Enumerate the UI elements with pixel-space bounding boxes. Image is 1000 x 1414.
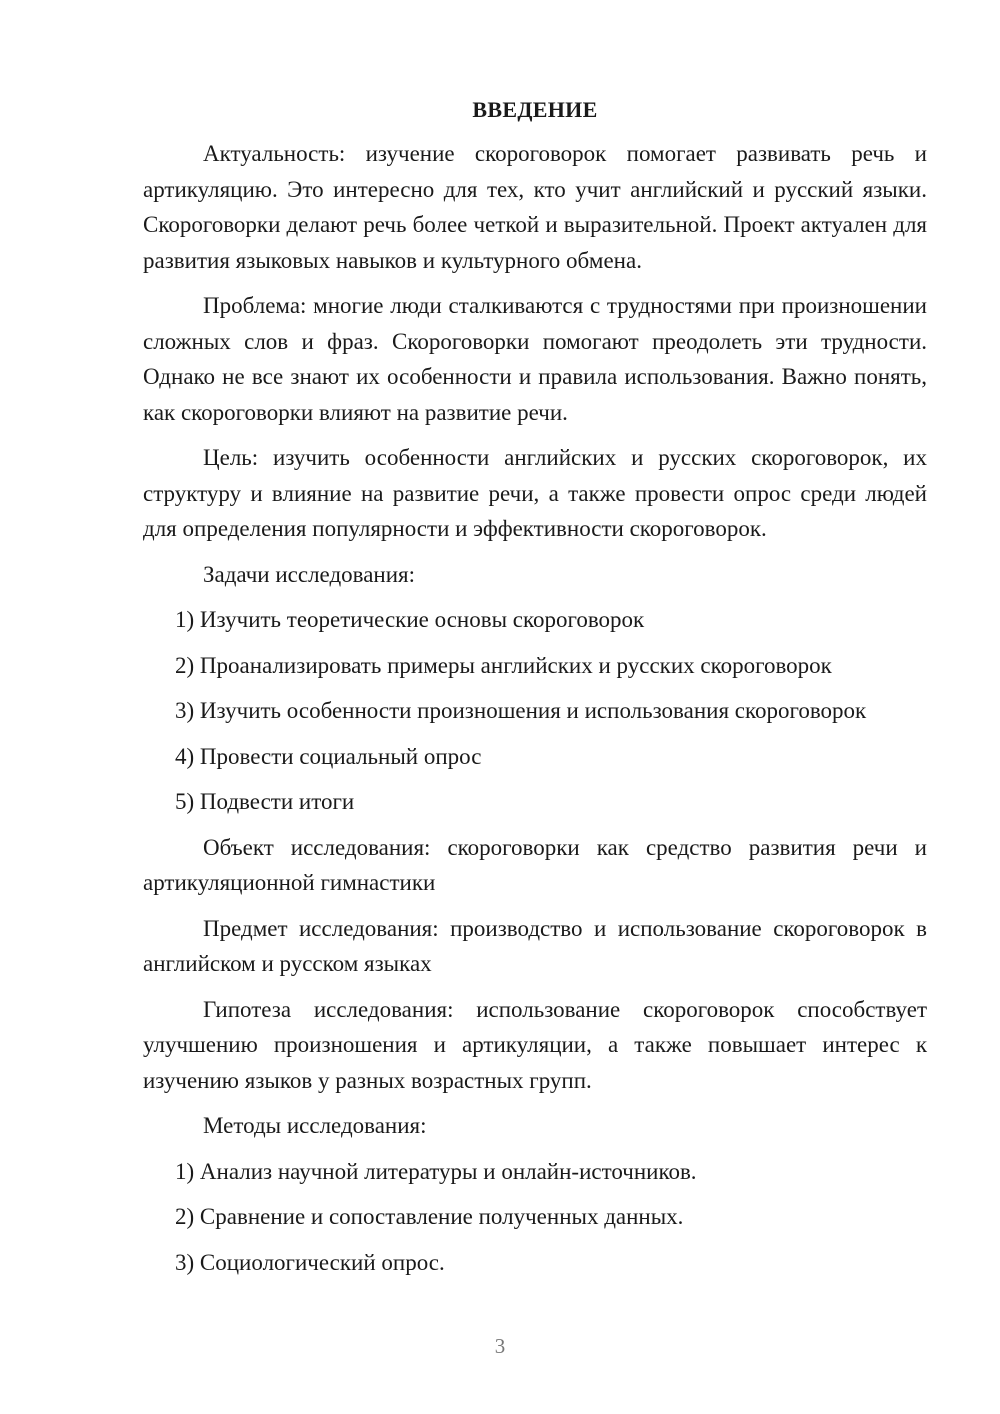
hypothesis-paragraph: Гипотеза исследования: использование скороговорок способствует улучшению произношения и артикуляции, а также повышает интерес к изучению языков у разных возрастных групп. xyxy=(143,996,927,1093)
page-number: 3 xyxy=(494,1334,506,1358)
relevance-paragraph: Актуальность: изучение скороговорок помогает развивать речь и артикуляцию. Это интересно для тех, кто учит английский и русский языки. Скороговорки делают речь более четкой и выразительной. Проект актуален для развития языковых навыков и культурного обмена. xyxy=(143,141,927,273)
problem-paragraph: Проблема: многие люди сталкиваются с трудностями при произношении сложных слов и фраз. Скороговорки помогают преодолеть эти трудности. Однако не все знают их особенности и правила использования. Важно понять, как скороговорки влияют на развитие речи. xyxy=(143,293,927,425)
method-item: 1) Анализ научной литературы и онлайн-источников. xyxy=(175,1158,697,1184)
goal-paragraph: Цель: изучить особенности английских и русских скороговорок, их структуру и влияние на развитие речи, а также провести опрос среди людей для определения популярности и эффективности скороговорок. xyxy=(143,445,927,541)
method-item: 3) Социологический опрос. xyxy=(175,1249,445,1275)
subject-paragraph: Предмет исследования: производство и использование скороговорок в английском и русском языках xyxy=(143,915,927,976)
task-item: 5) Подвести итоги xyxy=(175,789,355,814)
page-content xyxy=(143,95,927,1290)
task-item: 1) Изучить теоретические основы скороговорок xyxy=(175,607,645,632)
object-paragraph: Объект исследования: скороговорки как средство развития речи и артикуляционной гимнастики xyxy=(143,834,927,895)
task-item: 2) Проанализировать примеры английских и русских скороговорок xyxy=(175,652,832,678)
page-title: ВВЕДЕНИЕ xyxy=(472,97,598,122)
tasks-heading: Задачи исследования: xyxy=(203,561,416,587)
method-item: 2) Сравнение и сопоставление полученных данных. xyxy=(175,1204,684,1229)
task-item: 4) Провести социальный опрос xyxy=(175,743,482,769)
methods-heading: Методы исследования: xyxy=(203,1113,427,1138)
task-item: 3) Изучить особенности произношения и использования скороговорок xyxy=(175,698,867,723)
